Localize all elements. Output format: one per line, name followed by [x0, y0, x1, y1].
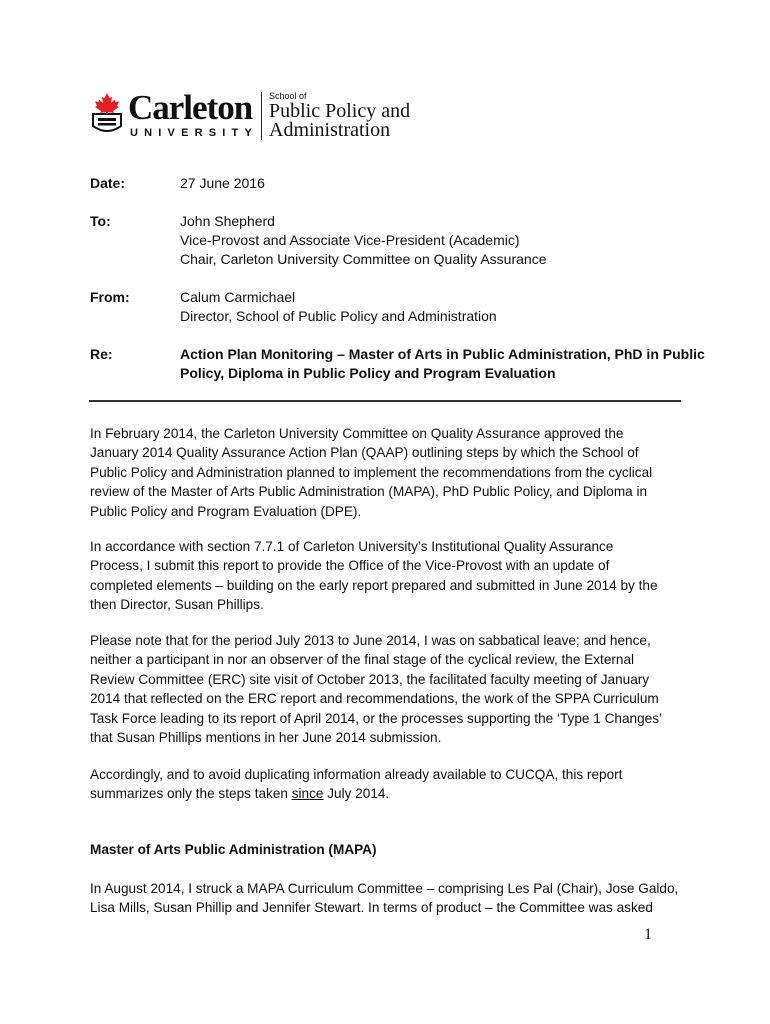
- header-divider: [89, 400, 681, 402]
- logo-department-line-1: Public Policy and: [269, 100, 411, 122]
- memo-from-line: Calum Carmichael: [180, 289, 296, 305]
- paragraph-line: Public Policy and Program Evaluation (DPE).: [90, 503, 362, 519]
- paragraph-line: Process, I submit this report to provide the Office of the Vice-Provost with an update of: [90, 558, 610, 574]
- paragraph-5: [90, 879, 690, 918]
- paragraph-line: then Director, Susan Phillips.: [90, 597, 264, 613]
- maple-leaf-crest-icon: [90, 92, 124, 136]
- paragraph-line: Accordingly, and to avoid duplicating information already available to CUCQA, this report: [90, 767, 623, 782]
- paragraph-line: In February 2014, the Carleton University Committee on Quality Assurance approved the: [90, 426, 624, 441]
- paragraph-1: [90, 424, 690, 521]
- paragraph-line: neither a participant in nor an observer of the final stage of the cyclical review, the External: [90, 652, 635, 668]
- memo-re-line: Action Plan Monitoring – Master of Arts in Public Administration, PhD in Public: [180, 346, 705, 362]
- section-heading-mapa: Master of Arts Public Administration (MAPA): [90, 842, 377, 857]
- paragraph-line: Public Policy and Administration planned to implement the recommendations from the cyclical: [90, 464, 653, 480]
- logo-divider: [261, 92, 262, 140]
- logo-department-line-2: Administration: [269, 119, 391, 141]
- memo-to-line: Chair, Carleton University Committee on Quality Assurance: [180, 251, 547, 267]
- paragraph-line: Please note that for the period July 2013 to June 2014, I was on sabbatical leave; and hence,: [90, 633, 651, 648]
- paragraph-line: In accordance with section 7.7.1 of Carleton University’s Institutional Quality Assurance: [90, 539, 614, 554]
- paragraph-4: [90, 765, 690, 804]
- paragraph-line: In August 2014, I struck a MAPA Curriculum Committee – comprising Les Pal (Chair), Jose Galdo,: [90, 881, 679, 896]
- paragraph-line: [90, 784, 690, 803]
- paragraph-line: 2014 that reflected on the ERC report and recommendations, the work of the SPPA Curriculum: [90, 691, 659, 707]
- memo-from-label: From:: [90, 289, 130, 305]
- page-number: 1: [644, 926, 652, 943]
- memo-to-label: To:: [90, 213, 111, 229]
- paragraph-line: completed elements – building on the early report prepared and submitted in June 2014 by the: [90, 577, 658, 593]
- paragraph-line: Review Committee (ERC) site visit of October 2013, the facilitated faculty meeting of January: [90, 671, 650, 687]
- memo-to-line: John Shepherd: [180, 213, 275, 229]
- text-run: summarizes only the steps taken: [90, 786, 292, 802]
- memo-date-label: Date:: [90, 175, 126, 191]
- memo-re-line: Policy, Diploma in Public Policy and Program Evaluation: [180, 365, 556, 381]
- memo-re-label: Re:: [90, 346, 113, 362]
- logo-university: UNIVERSITY: [130, 127, 259, 139]
- memo-date-text: 27 June 2016: [180, 175, 265, 191]
- memo-to-value: [180, 212, 690, 269]
- memo-date-value: [180, 174, 690, 193]
- paragraph-line: Task Force leading to its report of April 2014, or the processes supporting the ‘Type 1 Changes’: [90, 710, 663, 726]
- paragraph-line: January 2014 Quality Assurance Action Plan (QAAP) outlining steps by which the School of: [90, 445, 639, 461]
- text-run: July 2014.: [323, 786, 390, 802]
- memo-to-line: Vice-Provost and Associate Vice-President (Academic): [180, 232, 520, 248]
- underlined-since: since: [291, 786, 324, 802]
- carleton-logo: [90, 88, 430, 144]
- paragraph-line: that Susan Phillips mentions in her June 2014 submission.: [90, 730, 442, 746]
- paragraph-2: [90, 537, 690, 615]
- logo-school-of: School of: [269, 91, 307, 101]
- paragraph-3: [90, 631, 690, 747]
- logo-wordmark: Carleton: [128, 88, 253, 127]
- paragraph-line: review of the Master of Arts Public Administration (MAPA), PhD Public Policy, and Diploma in: [90, 484, 648, 500]
- paragraph-line: Lisa Mills, Susan Phillip and Jennifer Stewart. In terms of product – the Committee was asked: [90, 900, 653, 916]
- memo-re-value: [180, 345, 705, 383]
- memo-from-value: [180, 288, 690, 326]
- memo-from-line: Director, School of Public Policy and Administration: [180, 308, 497, 324]
